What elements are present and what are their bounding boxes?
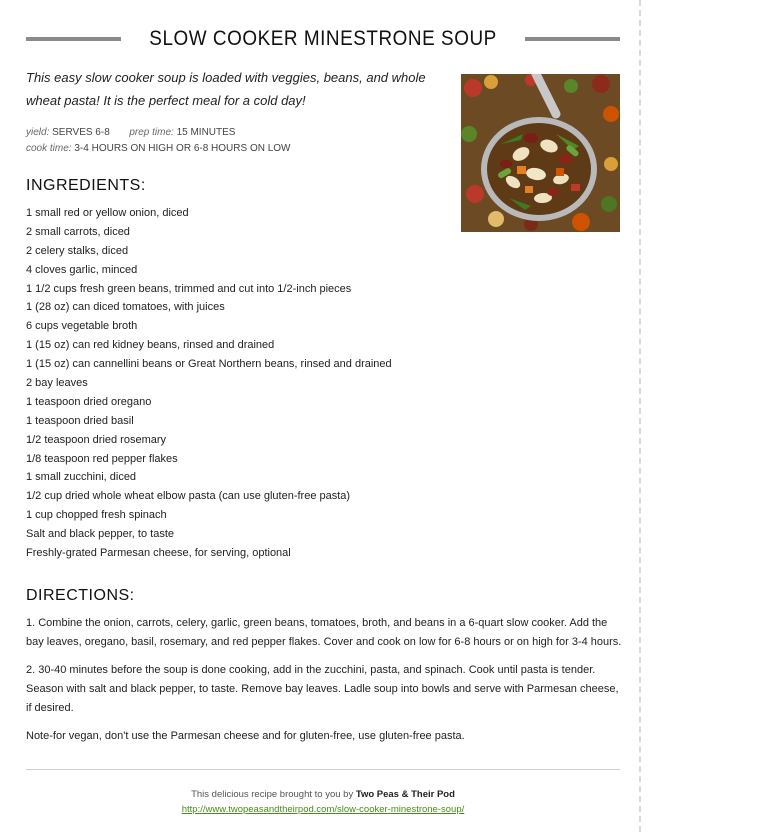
ingredient-item: 6 cups vegetable broth — [26, 320, 138, 333]
title-row — [26, 24, 620, 54]
ingredient-item: 1 small red or yellow onion, diced — [26, 207, 189, 219]
ingredient-item: 1 teaspoon dried oregano — [26, 395, 152, 408]
title-rule-left — [26, 37, 121, 41]
meta-row-2 — [26, 141, 291, 157]
meta-row-1 — [26, 125, 291, 141]
directions-heading: DIRECTIONS: — [26, 587, 135, 604]
ingredient-item: 1 (15 oz) can cannellini beans or Great Northern beans, rinsed and drained — [26, 358, 392, 371]
recipe-intro: This easy slow cooker soup is loaded with veggies, beans, and whole wheat pasta! It is the perfect meal for a cold day! — [26, 70, 426, 108]
credit-brand: Two Peas & Their Pod — [355, 789, 455, 800]
ingredient-item: Freshly-grated Parmesan cheese, for serving, optional — [26, 547, 291, 560]
prep-time-label: prep time: — [129, 127, 174, 138]
ingredient-item: Salt and black pepper, to taste — [26, 528, 174, 541]
ingredient-item: 2 small carrots, diced — [26, 225, 130, 238]
ingredient-item: 2 celery stalks, diced — [26, 244, 129, 257]
source-url-link[interactable]: http://www.twopeasandtheirpod.com/slow-cooker-minestrone-soup/ — [181, 804, 465, 815]
title-rule-right — [525, 37, 620, 41]
soup-photo-illustration — [461, 74, 620, 232]
recipe-note: Note-for vegan, don't use the Parmesan cheese and for gluten-free, use gluten-free pasta. — [26, 730, 465, 742]
ingredient-item: 4 cloves garlic, minced — [26, 263, 138, 276]
ingredient-item: 1/2 teaspoon dried rosemary — [26, 433, 167, 446]
ingredient-item: 1 (15 oz) can red kidney beans, rinsed and drained — [26, 339, 275, 352]
ingredients-heading: INGREDIENTS: — [26, 177, 146, 194]
ingredient-item: 1 small zucchini, diced — [26, 471, 137, 484]
yield-label: yield: — [26, 127, 50, 138]
prep-time-value: 15 MINUTES — [176, 127, 236, 138]
credit-prefix: This delicious recipe brought to you by — [191, 789, 354, 800]
soup-photo — [461, 74, 620, 232]
directions-section — [26, 614, 624, 755]
ingredient-item: 1 (28 oz) can diced tomatoes, with juices — [26, 301, 225, 314]
recipe-meta — [26, 125, 291, 157]
cook-time-value: 3-4 HOURS ON HIGH OR 6-8 HOURS ON LOW — [74, 143, 291, 154]
ingredient-item: 1 teaspoon dried basil — [26, 414, 134, 427]
ingredient-item: 1/2 cup dried whole wheat elbow pasta (can use gluten-free pasta) — [26, 490, 351, 503]
footer-divider — [26, 769, 620, 770]
direction-step-2: 2. 30-40 minutes before the soup is done cooking, add in the zucchini, pasta, and spinach. Cook until pasta is tender. Season with salt and black pepper, to taste. Remove bay leaves. Ladle soup into bowls and serve with Parmesan cheese, if desired. — [26, 664, 619, 714]
recipe-title: SLOW COOKER MINESTRONE SOUP — [149, 27, 497, 50]
ingredient-item: 1/8 teaspoon red pepper flakes — [26, 452, 178, 465]
cook-time-label: cook time: — [26, 143, 72, 154]
direction-step-1: 1. Combine the onion, carrots, celery, garlic, green beans, tomatoes, broth, and beans in a 6-quart slow cooker. Add the bay leaves, oregano, basil, rosemary, and red pepper flakes. Cover and cook on low for 6-8 hours or on high for 3-4 hours. — [26, 617, 622, 648]
yield-value: SERVES 6-8 — [52, 127, 110, 138]
ingredient-item: 2 bay leaves — [26, 377, 88, 390]
ingredients-list — [26, 204, 392, 563]
ingredient-item: 1 cup chopped fresh spinach — [26, 509, 167, 522]
recipe-credit — [26, 789, 620, 800]
ingredient-item: 1 1/2 cups fresh green beans, trimmed and cut into 1/2-inch pieces — [26, 282, 352, 295]
